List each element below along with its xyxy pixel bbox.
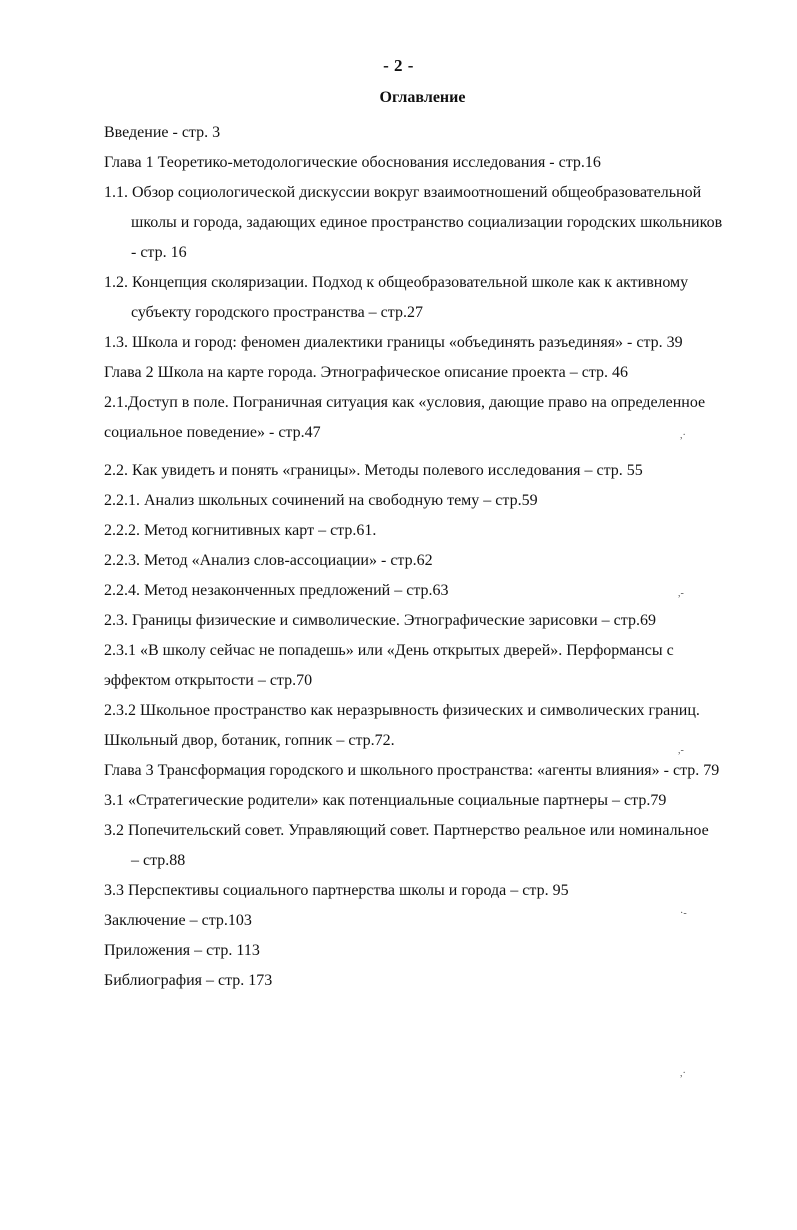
scan-speck: ,- <box>678 588 684 599</box>
toc-line: 2.2.2. Метод когнитивных карт – стр.61. <box>104 522 377 539</box>
toc-line: 3.3 Перспективы социального партнерства школы и города – стр. 95 <box>104 882 569 899</box>
toc-entry-3-1 <box>104 786 764 816</box>
toc-entry-1-2 <box>104 268 764 328</box>
toc-line: 2.2.1. Анализ школьных сочинений на свободную тему – стр.59 <box>104 492 538 509</box>
toc-line-continuation: школы и города, задающих единое пространство социализации городских школьников <box>131 214 723 231</box>
toc-line: 2.3.1 «В школу сейчас не попадешь» или «День открытых дверей». Перформансы с <box>104 642 674 659</box>
toc-line: 3.1 «Стратегические родители» как потенциальные социальные партнеры – стр.79 <box>104 792 667 809</box>
toc-entry-appendices <box>104 936 764 966</box>
toc-line: Библиография – стр. 173 <box>104 972 273 989</box>
toc-entry-chapter-3 <box>104 756 764 786</box>
toc-entry-introduction <box>104 118 764 148</box>
toc-line: Глава 3 Трансформация городского и школьного пространства: «агенты влияния» - стр. 79 <box>104 762 720 779</box>
scan-speck: ,· <box>680 430 686 441</box>
toc-entry-1-3 <box>104 328 764 358</box>
toc-entry-2-3-1 <box>104 636 764 696</box>
toc-entry-2-2 <box>104 456 764 486</box>
toc-entry-chapter-2 <box>104 358 764 388</box>
toc-line-continuation: Школьный двор, ботаник, гопник – стр.72. <box>104 732 395 749</box>
toc-line: 2.2. Как увидеть и понять «границы». Методы полевого исследования – стр. 55 <box>104 462 643 479</box>
toc-line: 1.3. Школа и город: феномен диалектики границы «объединять разъединяя» - стр. 39 <box>104 334 683 351</box>
toc-line: 2.1.Доступ в поле. Пограничная ситуация как «условия, дающие право на определенное <box>104 394 706 411</box>
toc-line: 3.2 Попечительский совет. Управляющий совет. Партнерство реальное или номинальное <box>104 822 709 839</box>
toc-line: 2.2.4. Метод незаконченных предложений – стр.63 <box>104 582 449 599</box>
toc-entry-2-2-2 <box>104 516 764 546</box>
toc-entry-2-3-2 <box>104 696 764 756</box>
toc-line-continuation: социальное поведение» - стр.47 <box>104 424 321 441</box>
toc-entry-conclusion <box>104 906 764 936</box>
scan-speck: ,- <box>678 745 684 756</box>
toc-entry-1-1 <box>104 178 764 268</box>
toc-line: 2.2.3. Метод «Анализ слов-ассоциации» - стр.62 <box>104 552 433 569</box>
toc-line-continuation: эффектом открытости – стр.70 <box>104 672 313 689</box>
toc-entry-2-2-4 <box>104 576 764 606</box>
toc-entry-2-1 <box>104 388 764 448</box>
toc-line-continuation: – стр.88 <box>131 852 186 869</box>
toc-entry-3-2 <box>104 816 764 876</box>
toc-line: 2.3.2 Школьное пространство как неразрывность физических и символических границ. <box>104 702 700 719</box>
toc-entry-2-2-1 <box>104 486 764 516</box>
toc-line: 1.1. Обзор социологической дискуссии вокруг взаимоотношений общеобразовательной <box>104 184 702 201</box>
scan-speck: ,· <box>680 1068 686 1079</box>
table-of-contents <box>104 118 764 996</box>
toc-entry-2-2-3 <box>104 546 764 576</box>
toc-line: Приложения – стр. 113 <box>104 942 260 959</box>
toc-line: Глава 1 Теоретико-методологические обоснования исследования - стр.16 <box>104 154 601 171</box>
toc-line: Введение - стр. 3 <box>104 124 221 141</box>
toc-line-continuation: - стр. 16 <box>131 244 187 261</box>
toc-line: Заключение – стр.103 <box>104 912 252 929</box>
scan-speck: ·- <box>680 908 687 919</box>
toc-entry-2-3 <box>104 606 764 636</box>
toc-title: Оглавление <box>379 89 466 106</box>
toc-entry-chapter-1 <box>104 148 764 178</box>
toc-line: Глава 2 Школа на карте города. Этнографическое описание проекта – стр. 46 <box>104 364 629 381</box>
toc-entry-bibliography <box>104 966 764 996</box>
toc-line: 2.3. Границы физические и символические. Этнографические зарисовки – стр.69 <box>104 612 656 629</box>
page-number: - 2 - <box>383 56 414 75</box>
toc-line-continuation: субъекту городского пространства – стр.27 <box>131 304 423 321</box>
toc-line: 1.2. Концепция сколяризации. Подход к общеобразовательной школе как к активному <box>104 274 689 291</box>
toc-entry-3-3 <box>104 876 764 906</box>
